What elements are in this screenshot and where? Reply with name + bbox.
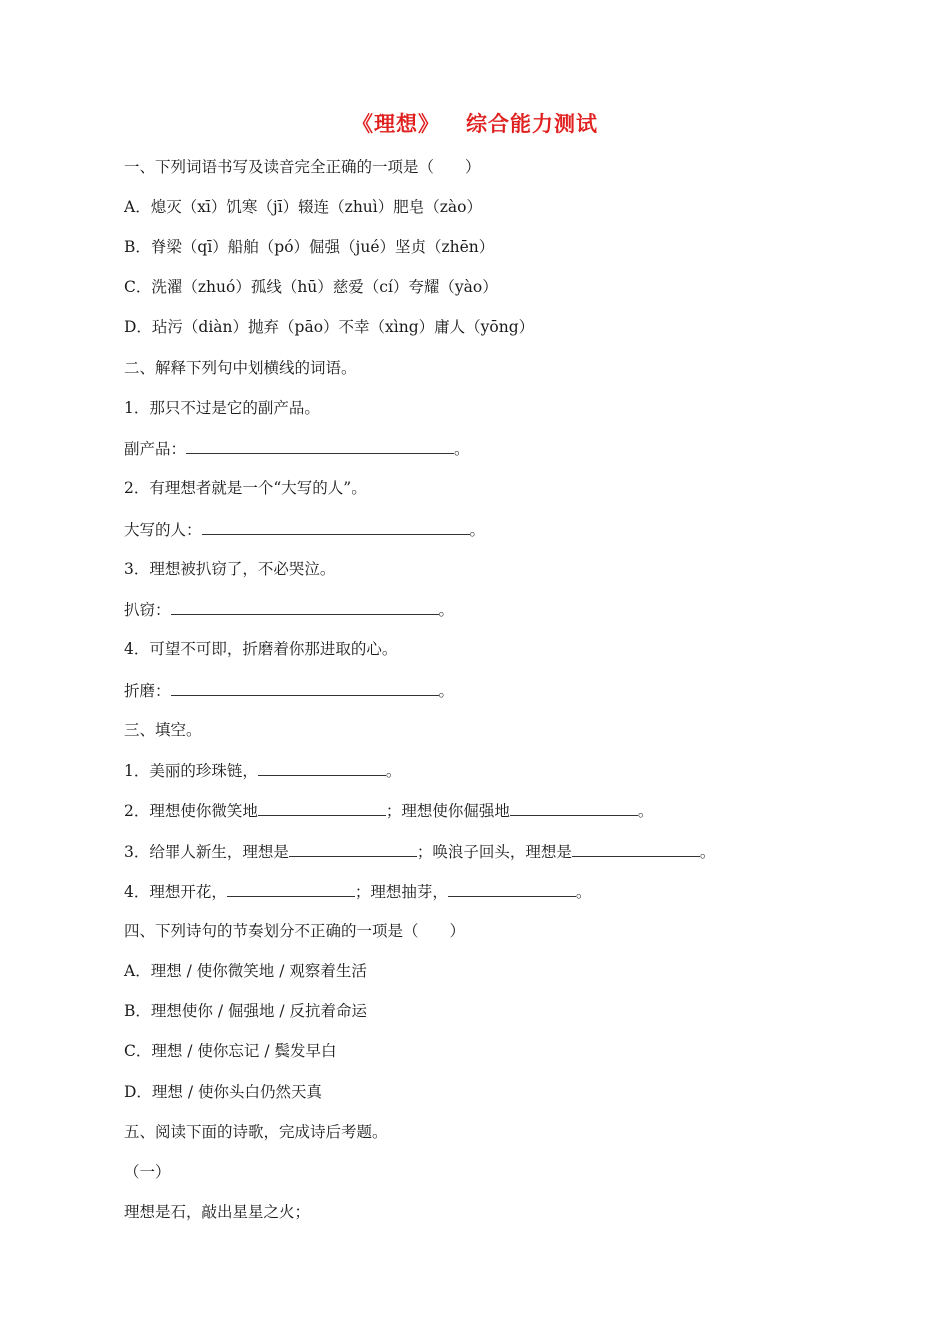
q3-item-3 [124,840,715,863]
title-book: 《理想》 [352,112,440,136]
period: 。 [699,843,716,861]
q2-sentence-1: 1．那只不过是它的副产品。 [124,399,320,417]
q3-text: 2．理想使你微笑地 [124,802,258,820]
q3-text: ；理想使你倔强地 [385,802,510,820]
q3-text: 3．给罪人新生，理想是 [124,843,289,861]
q4-stem: 四、下列诗句的节奏划分不正确的一项是（ ） [124,922,466,940]
q2-sentence-3: 3．理想被扒窃了，不必哭泣。 [124,560,336,578]
period: 。 [438,601,455,619]
q2-stem: 二、解释下列句中划横线的词语。 [124,359,357,377]
period: 。 [637,802,654,820]
q2-answer-2 [124,518,485,541]
q5-section: （一） [124,1163,171,1181]
q2-answer-3 [124,598,454,621]
q2-term-1: 副产品： [124,440,187,458]
q1-option-a: A．熄灭（xī）饥寒（jī）辍连（zhuì）肥皂（zào） [124,198,482,216]
period: 。 [438,682,455,700]
q3-text: ；唤浪子回头，理想是 [416,843,572,861]
q4-option-a: A．理想 / 使你微笑地 / 观察着生活 [124,962,367,980]
q3-text: 4．理想开花， [124,883,227,901]
q2-term-3: 扒窃： [124,601,171,619]
answer-blank[interactable] [510,799,638,816]
q3-stem: 三、填空。 [124,721,202,739]
q5-stem: 五、阅读下面的诗歌，完成诗后考题。 [124,1123,388,1141]
period: 。 [469,521,486,539]
answer-blank[interactable] [572,840,700,857]
q4-option-d: D．理想 / 使你头白仍然天真 [124,1083,323,1101]
q3-text: ；理想抽芽， [354,883,448,901]
q2-sentence-2: 2．有理想者就是一个“大写的人”。 [124,479,367,497]
q1-option-c: C．洗濯（zhuó）孤线（hū）慈爱（cí）夸耀（yào） [124,278,498,296]
title-subtitle: 综合能力测试 [466,112,598,136]
period: 。 [454,440,470,458]
q2-term-4: 折磨： [124,682,171,700]
q3-item-4 [124,880,591,903]
q4-option-b: B．理想使你 / 倔强地 / 反抗着命运 [124,1002,368,1020]
q2-answer-1 [124,437,470,460]
answer-blank[interactable] [186,437,454,454]
answer-blank[interactable] [227,880,355,897]
q2-answer-4 [124,679,454,702]
period: 。 [385,762,402,780]
answer-blank[interactable] [171,598,439,615]
answer-blank[interactable] [258,759,386,776]
answer-blank[interactable] [448,880,576,897]
answer-blank[interactable] [258,799,386,816]
q3-text: 1．美丽的珍珠链， [124,762,258,780]
answer-blank[interactable] [171,679,439,696]
q1-stem: 一、下列词语书写及读音完全正确的一项是（ ） [124,158,481,176]
q1-option-d: D．玷污（diàn）抛弃（pāo）不幸（xìng）庸人（yōng） [124,318,535,336]
q3-item-2 [124,799,653,822]
q3-item-1 [124,759,401,782]
answer-blank[interactable] [289,840,417,857]
answer-blank[interactable] [202,518,470,535]
period: 。 [575,883,592,901]
poem-first-line: 理想是石，敲出星星之火； [124,1203,311,1221]
q2-term-2: 大写的人： [124,521,202,539]
q2-sentence-4: 4．可望不可即，折磨着你那进取的心。 [124,640,398,658]
q4-option-c: C．理想 / 使你忘记 / 鬓发早白 [124,1042,337,1060]
page-title [0,108,950,138]
q1-option-b: B．脊梁（qī）船舶（pó）倔强（jué）坚贞（zhēn） [124,238,495,256]
